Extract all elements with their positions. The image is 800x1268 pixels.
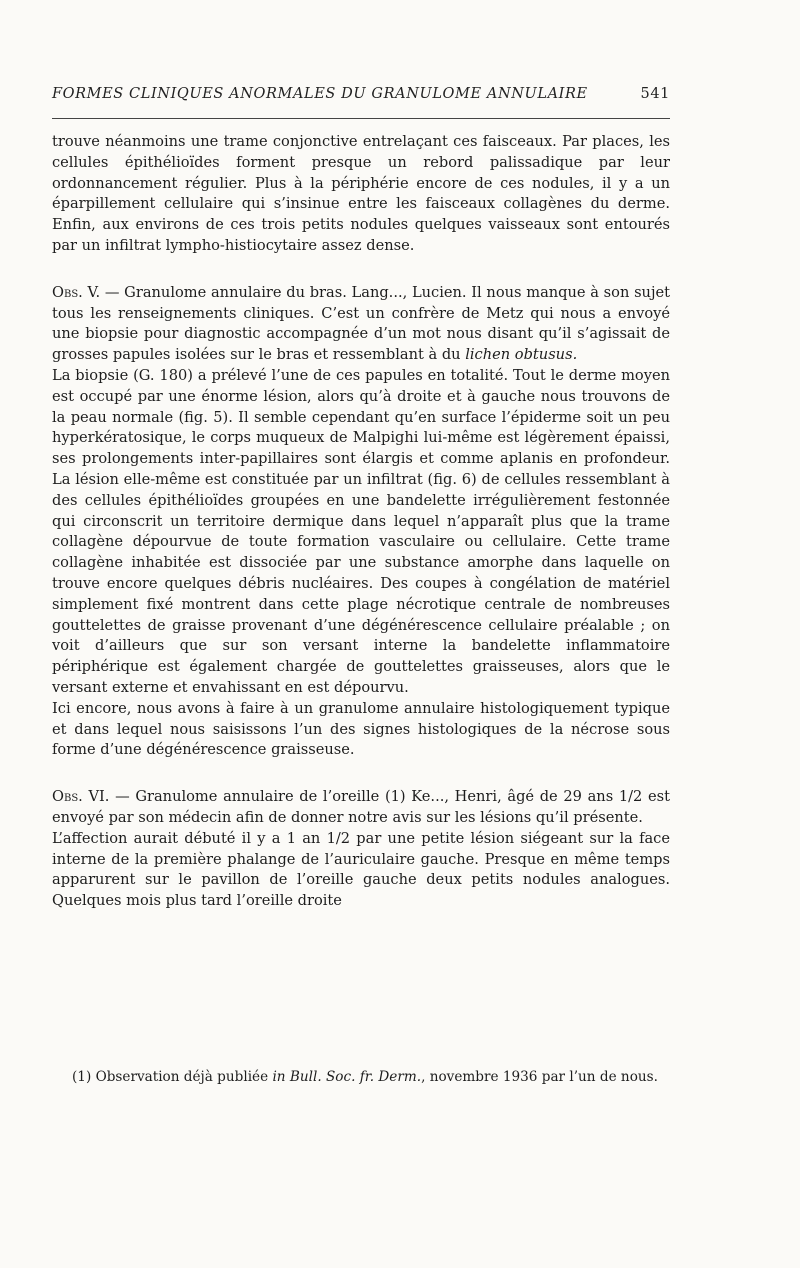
header-rule [52,118,670,119]
footnote-suffix: , novembre 1936 par l’un de nous. [421,1069,658,1085]
running-title: FORMES CLINIQUES ANORMALES DU GRANULOME ANNULAIRE [52,86,588,102]
paragraph-continuation: trouve néanmoins une trame conjonctive entrelaçant ces faisceaux. Par places, les cellules épithélioïdes forment presque un rebord palissadique par leur ordonnancement régulier. Plus à la périphérie encore de ces nodules, il y a un éparpillement cellulaire qui s’insinue entre les faisceaux collagènes du derme. Enfin, aux environs de ces trois petits nodules quelques vaisseaux sont entourés par un infiltrat lympho-histiocytaire assez dense. [52,133,670,254]
footnote-in: in [272,1069,286,1085]
paragraph-conclusion: Ici encore, nous avons à faire à un granulome annulaire histologiquement typique et dans lequel nous saisissons l’un des signes histologiques de la nécrose sous forme d’une dégénérescence graisseuse. [52,699,670,759]
obs-vi-label: Obs. VI. [52,788,110,806]
footnote-journal: Bull. Soc. fr. Derm. [289,1069,422,1085]
running-head [52,86,670,110]
section-spacer [52,761,670,787]
page-number: 541 [640,86,670,102]
footnote-text [52,1068,670,1087]
paragraph-obs-v [52,283,670,366]
section-spacer [52,257,670,283]
paragraph-history: L’affection aurait débuté il y a 1 an 1/2 par une petite lésion siégeant sur la face interne de la première phalange de l’auriculaire gauche. Presque en même temps apparurent sur le pavillon de l’oreille gauche deux petits nodules analogues. Quelques mois plus tard l’oreille droite [52,829,670,910]
obs-vi-text: — Granulome annulaire de l’oreille (1) Ke..., Henri, âgé de 29 ans 1/2 est envoyé par son médecin afin de donner notre avis sur les lésions qu’il présente. [52,788,670,826]
paragraph-obs-vi [52,787,670,829]
footnote [52,1068,670,1087]
obs-v-label: Obs. V. [52,283,101,301]
paragraph-biopsy: La biopsie (G. 180) a prélevé l’une de ces papules en totalité. Tout le derme moyen est occupé par une énorme lésion, alors qu’à droite et à gauche nous trouvons de la peau normale (fig. 5). Il semble cependant qu’en surface l’épiderme soit un peu hyperkératosique, le corps muqueux de Malpighi lui-même est légèrement épaissi, ses prolongements inter-papillaires sont élargis et comme aplanis en profondeur. La lésion elle-même est constituée par un infiltrat (fig. 6) de cellules ressemblant à des cellules épithélioïdes groupées en une bandelette irrégulièrement festonnée qui circonscrit un territoire dermique dans lequel n’apparaît plus que la trame collagène dépourvue de toute formation vasculaire ou cellulaire. Cette trame collagène inhabitée est dissociée par une substance amorphe dans laquelle on trouve encore quelques débris nucléaires. Des coupes à congélation de matériel simplement fixé montrent dans cette plage nécrotique centrale de nombreuses gouttelettes de graisse provenant d’une dégénérescence cellulaire préalable ; on voit d’ailleurs que sur son versant interne la bandelette inflammatoire périphérique est également chargée de gouttelettes graisseuses, alors que le versant externe et envahissant en est dépourvu. [52,366,670,696]
obs-v-text: — Granulome annulaire du bras. Lang..., Lucien. Il nous manque à son sujet tous les renseignements cliniques. C’est un confrère de Metz qui nous a envoyé une biopsie pour diagnostic accompagnée d’un mot nous disant qu’il s’agissait de grosses papules isolées sur le bras et ressemblant à du [52,283,670,364]
body-text [52,132,670,912]
footnote-prefix: (1) Observation déjà publiée [72,1069,273,1085]
obs-v-italic-term: lichen obtusus. [465,346,578,364]
page [52,0,670,1268]
